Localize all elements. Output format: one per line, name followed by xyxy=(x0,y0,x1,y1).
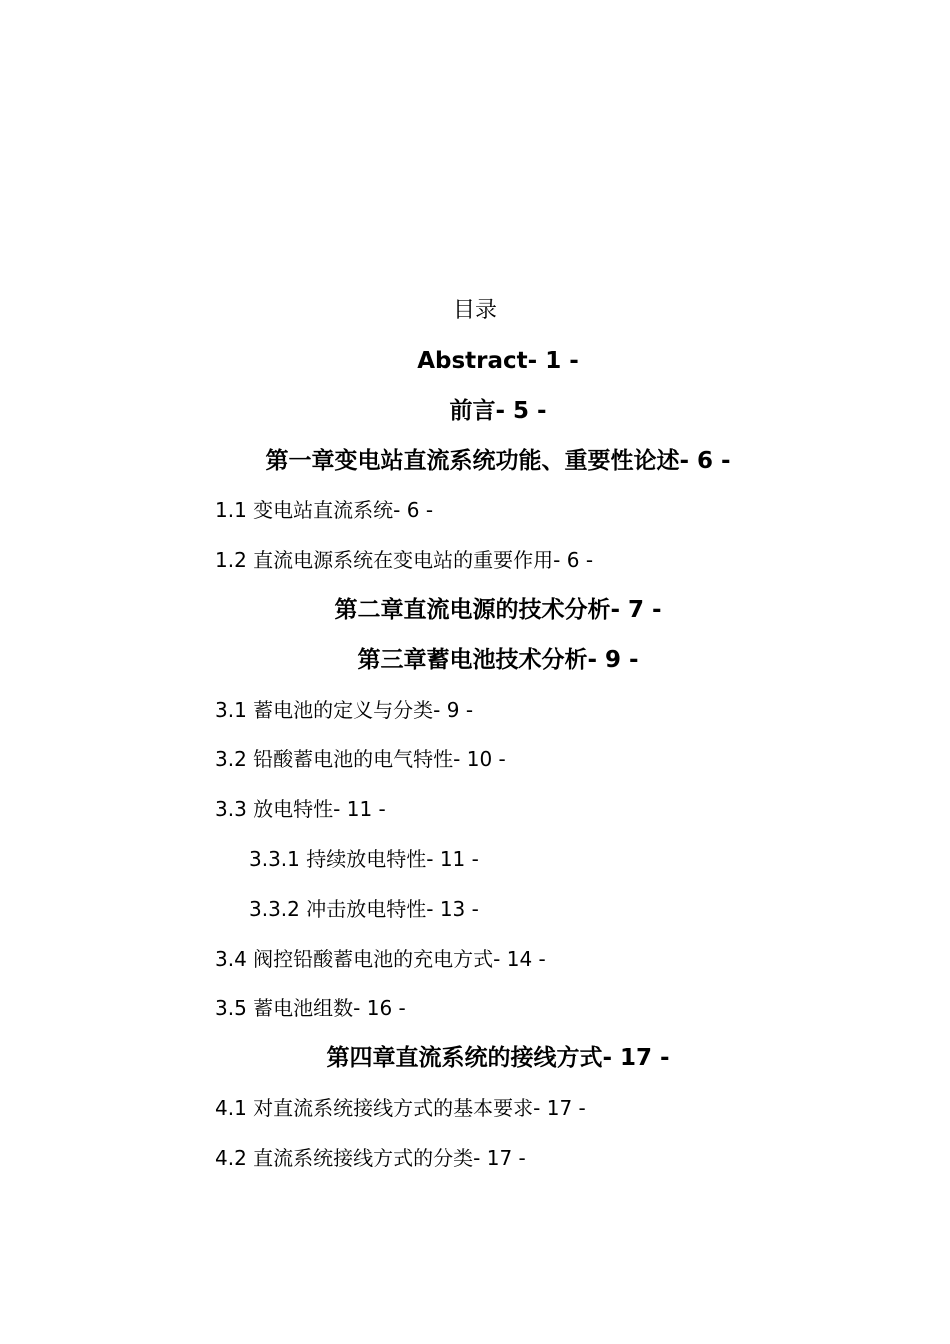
toc-entry-chapter-1[interactable]: 第一章变电站直流系统功能、重要性论述- 6 - xyxy=(265,447,731,474)
toc-title: 目录 xyxy=(452,298,497,323)
toc-entry-3-4[interactable]: 3.4 阀控铅酸蓄电池的充电方式- 14 - xyxy=(215,946,546,971)
toc-entry-3-1[interactable]: 3.1 蓄电池的定义与分类- 9 - xyxy=(215,697,474,722)
toc-entry-chapter-4[interactable]: 第四章直流系统的接线方式- 17 - xyxy=(326,1045,670,1072)
toc-entry-chapter-2[interactable]: 第二章直流电源的技术分析- 7 - xyxy=(334,596,662,623)
toc-entry-4-2[interactable]: 4.2 直流系统接线方式的分类- 17 - xyxy=(215,1145,526,1170)
toc-entry-4-1[interactable]: 4.1 对直流系统接线方式的基本要求- 17 - xyxy=(215,1095,586,1120)
toc-entry-abstract[interactable]: Abstract- 1 - xyxy=(417,348,579,374)
toc-entry-3-3-2[interactable]: 3.3.2 冲击放电特性- 13 - xyxy=(249,896,479,921)
table-of-contents xyxy=(0,341,950,1188)
toc-entry-preface[interactable]: 前言- 5 - xyxy=(449,397,547,424)
toc-entry-chapter-3[interactable]: 第三章蓄电池技术分析- 9 - xyxy=(357,646,639,673)
toc-entry-3-3-1[interactable]: 3.3.1 持续放电特性- 11 - xyxy=(249,846,479,871)
toc-entry-1-1[interactable]: 1.1 变电站直流系统- 6 - xyxy=(215,498,434,523)
toc-entry-3-3[interactable]: 3.3 放电特性- 11 - xyxy=(215,797,386,822)
toc-entry-1-2[interactable]: 1.2 直流电源系统在变电站的重要作用- 6 - xyxy=(215,548,594,573)
toc-entry-3-5[interactable]: 3.5 蓄电池组数- 16 - xyxy=(215,996,406,1021)
toc-entry-3-2[interactable]: 3.2 铅酸蓄电池的电气特性- 10 - xyxy=(215,747,506,772)
